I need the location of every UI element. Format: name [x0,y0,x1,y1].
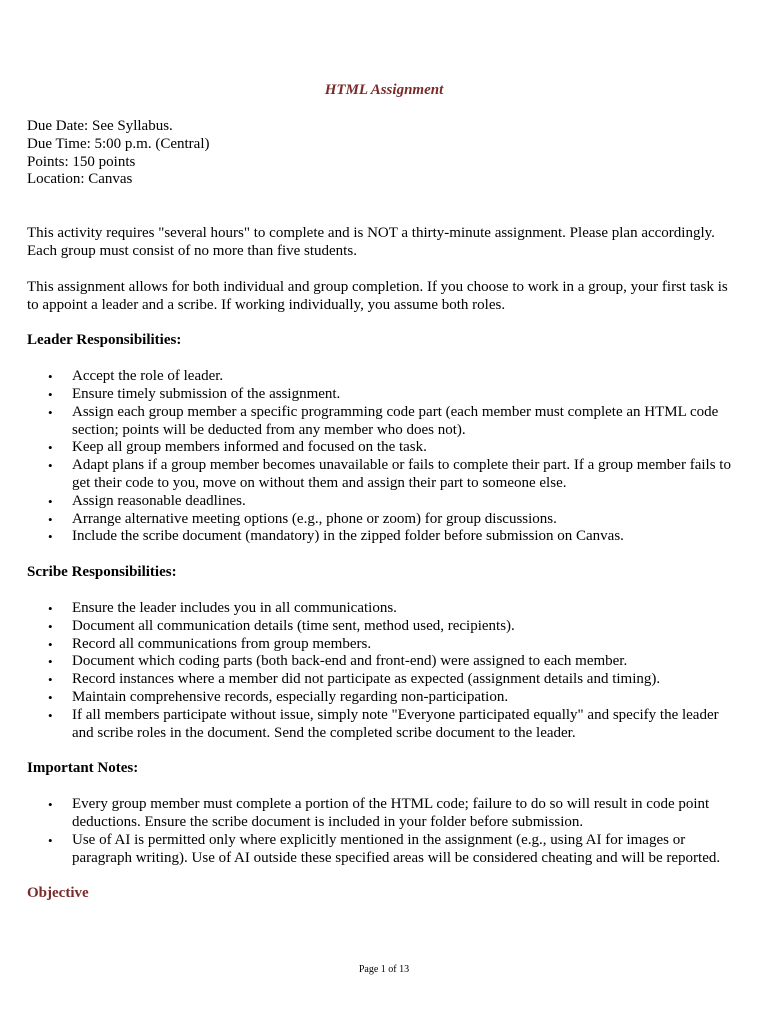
list-item: • Arrange alternative meeting options (e.g., phone or zoom) for group discussions. [48,510,557,527]
scribe-heading: Scribe Responsibilities: [27,564,177,581]
leader-heading: Leader Responsibilities: [27,332,182,349]
list-item: • Assign each group member a specific programming code part (each member must complete an HTML code section; points will be deducted from any member who does not). [48,403,719,438]
bullet-icon: • [48,600,53,616]
due-date: Due Date: See Syllabus. [27,118,173,134]
list-item: • Assign reasonable deadlines. [48,492,246,509]
bullet-icon: • [48,440,53,456]
page-title: HTML Assignment [324,82,444,98]
list-item: • Keep all group members informed and focused on the task. [48,439,427,456]
bullet-icon: • [48,797,53,813]
list-item: • Ensure timely submission of the assignment. [48,385,341,402]
intro-paragraph: This activity requires "several hours" to complete and is NOT a thirty-minute assignment. Please plan accordingly. Each group must consist of no more than five students. [27,225,715,259]
bullet-icon: • [48,636,53,652]
due-time: Due Time: 5:00 p.m. (Central) [27,135,210,152]
bullet-icon: • [48,707,53,723]
list-item: • Record instances where a member did not participate as expected (assignment details and timing). [48,671,661,688]
bullet-icon: • [48,672,53,688]
list-item: • If all members participate without issue, simply note "Everyone participated equally" and specify the leader and scribe roles in the document. Send the completed scribe document to the leader. [48,706,719,741]
bullet-icon: • [48,529,53,545]
bullet-icon: • [48,511,53,527]
list-item: • Include the scribe document (mandatory) in the zipped folder before submission on Canvas. [48,528,624,545]
list-item: • Accept the role of leader. [48,368,224,385]
intro-paragraph: This assignment allows for both individual and group completion. If you choose to work in a group, your first task is to appoint a leader and a scribe. If working individually, you assume both roles. [27,278,728,313]
bullet-icon: • [48,369,53,385]
bullet-icon: • [48,493,53,509]
bullet-icon: • [48,689,53,705]
list-item: • Document all communication details (time sent, method used, recipients). [48,617,515,634]
bullet-icon: • [48,386,53,402]
notes-heading: Important Notes: [27,760,139,777]
bullet-icon: • [48,404,53,420]
list-item: • Use of AI is permitted only where explicitly mentioned in the assignment (e.g., using AI for images or paragraph writing). Use of AI outside these specified areas will be considered cheating and will be reported. [48,831,721,866]
location: Location: Canvas [27,171,133,188]
leader-list [27,368,739,546]
list-item: • Document which coding parts (both back-end and front-end) were assigned to each member. [48,653,628,670]
bullet-icon: • [48,654,53,670]
list-item: • Record all communications from group members. [48,635,372,652]
scribe-list [27,600,739,742]
document-body [27,118,739,903]
list-item: • Ensure the leader includes you in all communications. [48,599,397,616]
bullet-icon: • [48,618,53,634]
page-number: Page 1 of 13 [358,964,410,975]
list-item: • Maintain comprehensive records, especially regarding non-participation. [48,688,509,705]
notes-list [27,796,739,867]
points: Points: 150 points [27,153,136,170]
list-item: • Adapt plans if a group member becomes unavailable or fails to complete their part. If a group member fails to get their code to you, move on without them and assign their part to someone else. [48,457,731,491]
list-item: • Every group member must complete a portion of the HTML code; failure to do so will result in code point deductions. Ensure the scribe document is included in your folder before submission. [48,796,710,830]
objective-heading: Objective [27,885,89,902]
assignment-meta [27,118,739,189]
bullet-icon: • [48,832,53,848]
bullet-icon: • [48,458,53,474]
